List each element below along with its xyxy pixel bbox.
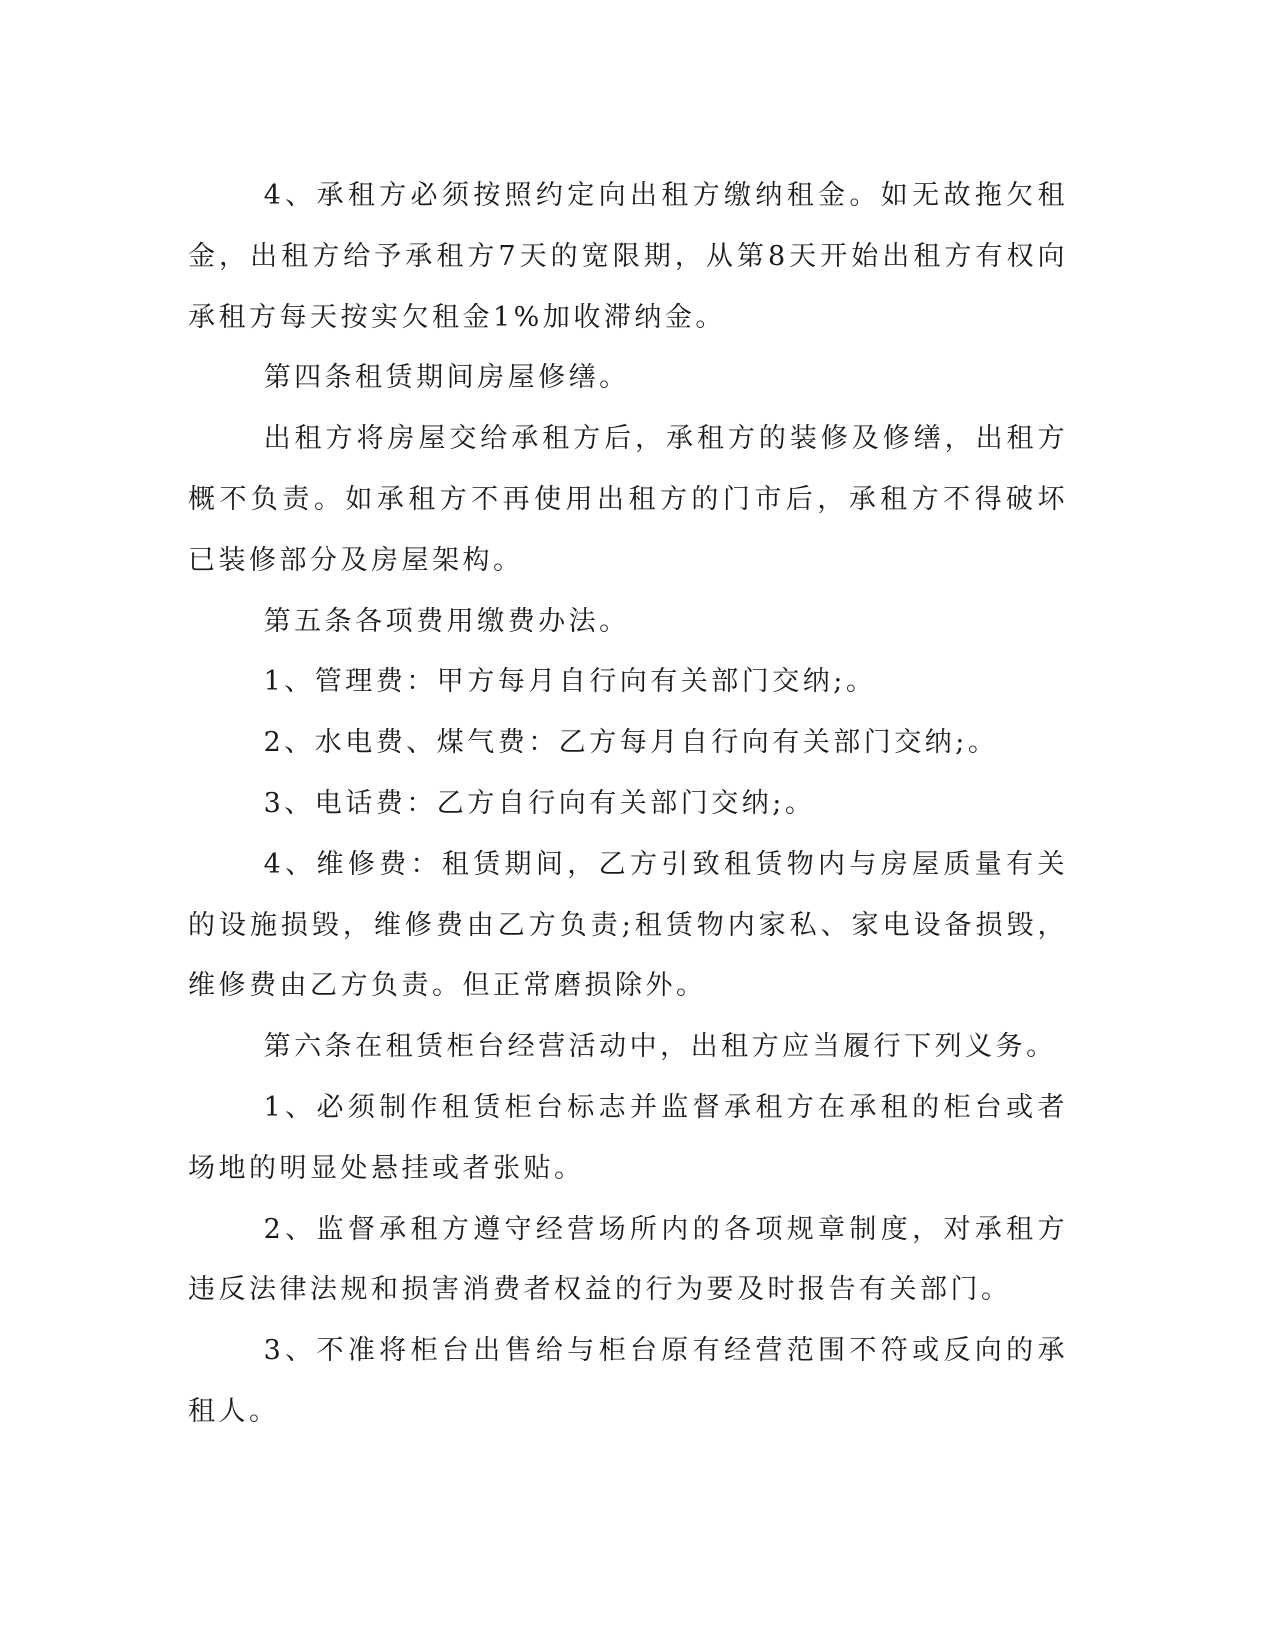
paragraph-maintenance-fee: 4、维修费：租赁期间，乙方引致租赁物内与房屋质量有关的设施损毁，维修费由乙方负责;租赁物内家私、家电设备损毁，维修费由乙方负责。但正常磨损除外。 bbox=[188, 848, 1068, 1002]
paragraph-phone-fee: 3、电话费：乙方自行向有关部门交纳;。 bbox=[263, 787, 816, 819]
paragraph-obligation-2: 2、监督承租方遵守经营场所内的各项规章制度，对承租方违反法律法规和损害消费者权益的行为要及时报告有关部门。 bbox=[188, 1213, 1068, 1306]
paragraph-repair-terms: 出租方将房屋交给承租方后，承租方的装修及修缮，出租方概不负责。如承租方不再使用出租方的门市后，承租方不得破坏已装修部分及房屋架构。 bbox=[188, 423, 1068, 576]
paragraph-article-6-heading: 第六条在租赁柜台经营活动中，出租方应当履行下列义务。 bbox=[263, 1031, 1057, 1063]
paragraph-utility-fee: 2、水电费、煤气费：乙方每月自行向有关部门交纳;。 bbox=[263, 727, 999, 759]
paragraph-management-fee: 1、管理费：甲方每月自行向有关部门交纳;。 bbox=[263, 666, 877, 698]
paragraph-article-4-heading: 第四条租赁期间房屋修缮。 bbox=[263, 362, 630, 394]
document-body bbox=[188, 166, 1068, 1443]
paragraph-obligation-3: 3、不准将柜台出售给与柜台原有经营范围不符或反向的承租人。 bbox=[188, 1335, 1068, 1427]
paragraph-rent-payment: 4、承租方必须按照约定向出租方缴纳租金。如无故拖欠租金，出租方给予承租方7天的宽限期，从第8天开始出租方有权向承租方每天按实欠租金1%加收滞纳金。 bbox=[188, 180, 1068, 333]
paragraph-article-5-heading: 第五条各项费用缴费办法。 bbox=[263, 605, 630, 637]
paragraph-obligation-1: 1、必须制作租赁柜台标志并监督承租方在承租的柜台或者场地的明显处悬挂或者张贴。 bbox=[188, 1091, 1068, 1184]
